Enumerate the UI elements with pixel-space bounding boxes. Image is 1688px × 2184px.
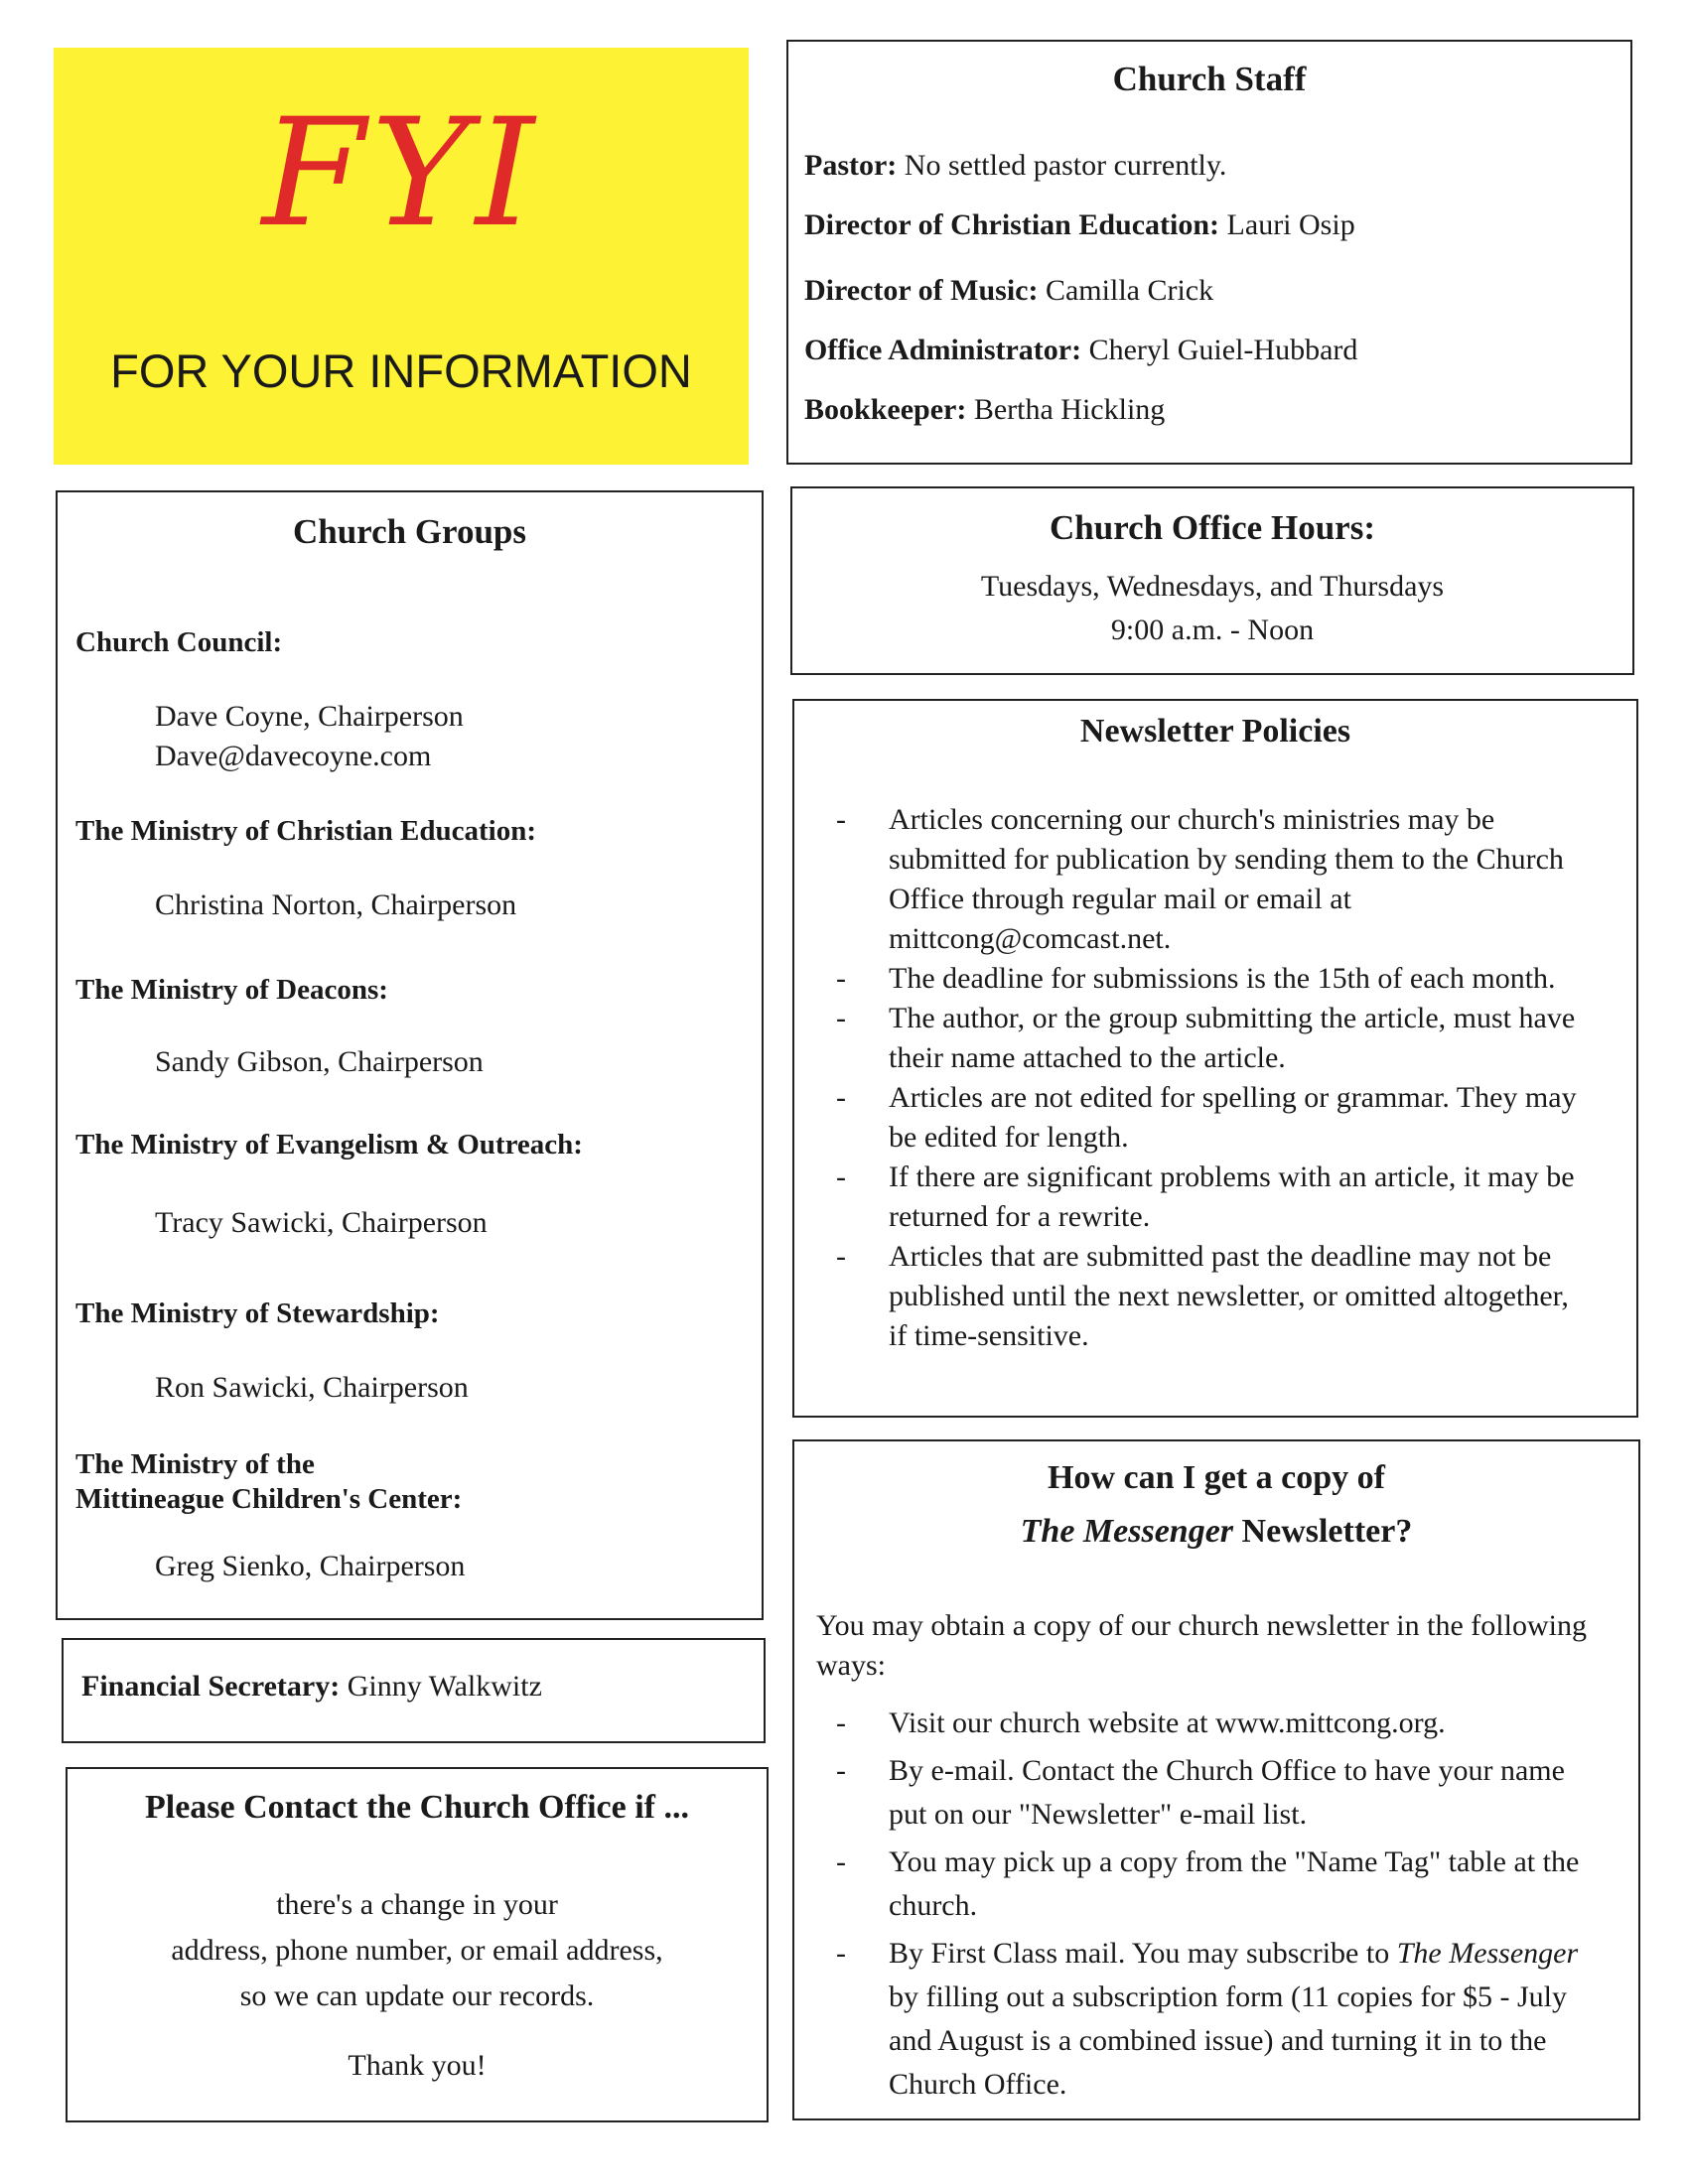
financial-label: Financial Secretary: (81, 1670, 341, 1703)
copy-item-mail (794, 1932, 1609, 2107)
messenger-title-rest: Newsletter? (1233, 1513, 1413, 1550)
staff-label: Bookkeeper: (804, 393, 967, 426)
staff-music (804, 274, 1213, 308)
fyi-subtitle: FOR YOUR INFORMATION (110, 344, 692, 397)
church-staff-box (786, 40, 1632, 465)
policy-item: - The author, or the group submitting the article, must have their name attached to the article. (794, 999, 1579, 1078)
church-groups-box (56, 490, 764, 1620)
fyi-logo: FYI (261, 87, 541, 260)
office-hours-box (790, 486, 1634, 675)
group-chair: Greg Sienko, Chairperson (155, 1550, 466, 1582)
group-email: Dave@davecoyne.com (155, 740, 432, 772)
staff-christian-ed (804, 208, 1355, 242)
copy-item: - Visit our church website at www.mittcong.org. (794, 1702, 1609, 1745)
group-heading: The Ministry of Christian Education: (75, 815, 537, 847)
contact-office-title: Please Contact the Church Office if ... (145, 1789, 689, 1826)
group-heading: The Ministry of Stewardship: (75, 1297, 440, 1329)
staff-label: Pastor: (804, 149, 898, 182)
mail-suffix: by filling out a subscription form (11 copies for $5 - July and August is a combined issue) and turning it in to the Church Office. (889, 1980, 1567, 2101)
contact-office-thanks: Thank you! (348, 2049, 487, 2082)
get-copy-title-line2 (794, 1513, 1638, 1551)
staff-bookkeeper (804, 393, 1165, 427)
staff-pastor (804, 149, 1226, 183)
group-chair: Sandy Gibson, Chairperson (155, 1045, 484, 1078)
newsletter-policies-box (792, 699, 1638, 1418)
staff-value: Camilla Crick (1045, 274, 1214, 307)
financial-secretary-line (81, 1670, 542, 1704)
policy-item: - Articles concerning our church's ministries may be submitted for publication by sending them to the Church Office through regular mail or email at mittcong@comcast.net. (794, 800, 1579, 959)
fyi-banner (54, 48, 749, 465)
group-heading: Church Council: (75, 626, 283, 658)
church-groups-title: Church Groups (292, 512, 527, 551)
staff-value: Cheryl Guiel-Hubbard (1088, 334, 1358, 366)
copy-item: - By e-mail. Contact the Church Office to have your name put on our "Newsletter" e-mail list. (794, 1749, 1609, 1837)
contact-office-body: there's a change in your address, phone number, or email address, so we can update our records. (171, 1888, 663, 2012)
office-hours-title: Church Office Hours: (1050, 508, 1375, 547)
group-chair: Dave Coyne, Chairperson (155, 700, 464, 733)
get-copy-list (794, 1702, 1609, 2107)
staff-office-admin (804, 334, 1357, 367)
office-hours-time: 9:00 a.m. - Noon (1110, 614, 1315, 646)
policy-item: - Articles that are submitted past the deadline may not be published until the next newsletter, or omitted altogether, if time-sensitive. (794, 1237, 1579, 1356)
policy-item: - If there are significant problems with an article, it may be returned for a rewrite. (794, 1158, 1579, 1237)
group-heading: The Ministry of the Mittineague Children's Center: (75, 1448, 463, 1515)
group-chair: Christina Norton, Chairperson (155, 888, 517, 921)
staff-label: Director of Music: (804, 274, 1039, 307)
office-hours-days: Tuesdays, Wednesdays, and Thursdays (980, 570, 1445, 603)
mail-italic: The Messenger (1396, 1937, 1579, 1970)
get-copy-title-line1: How can I get a copy of (1048, 1459, 1385, 1496)
financial-value: Ginny Walkwitz (347, 1670, 542, 1703)
get-copy-box (792, 1439, 1640, 2120)
group-heading: The Ministry of Evangelism & Outreach: (75, 1129, 583, 1160)
group-chair: Ron Sawicki, Chairperson (155, 1371, 469, 1404)
financial-secretary-box (62, 1638, 766, 1743)
mail-prefix: By First Class mail. You may subscribe to (889, 1937, 1397, 1970)
group-heading: The Ministry of Deacons: (75, 974, 388, 1006)
copy-item: - You may pick up a copy from the "Name Tag" table at the church. (794, 1841, 1609, 1928)
contact-office-box (66, 1767, 769, 2122)
policies-list (794, 800, 1579, 1356)
policy-item: - Articles are not edited for spelling or grammar. They may be edited for length. (794, 1078, 1579, 1158)
staff-value: Bertha Hickling (973, 393, 1166, 426)
get-copy-intro: You may obtain a copy of our church newsletter in the following ways: (816, 1609, 1587, 1682)
staff-value: No settled pastor currently. (904, 149, 1227, 182)
staff-label: Office Administrator: (804, 334, 1082, 366)
church-staff-title: Church Staff (1112, 60, 1307, 98)
staff-value: Lauri Osip (1226, 208, 1355, 241)
newsletter-policies-title: Newsletter Policies (1079, 713, 1351, 750)
staff-label: Director of Christian Education: (804, 208, 1220, 241)
group-chair: Tracy Sawicki, Chairperson (155, 1206, 488, 1239)
policy-item: - The deadline for submissions is the 15th of each month. (794, 959, 1579, 999)
messenger-title-italic: The Messenger (1020, 1513, 1234, 1550)
